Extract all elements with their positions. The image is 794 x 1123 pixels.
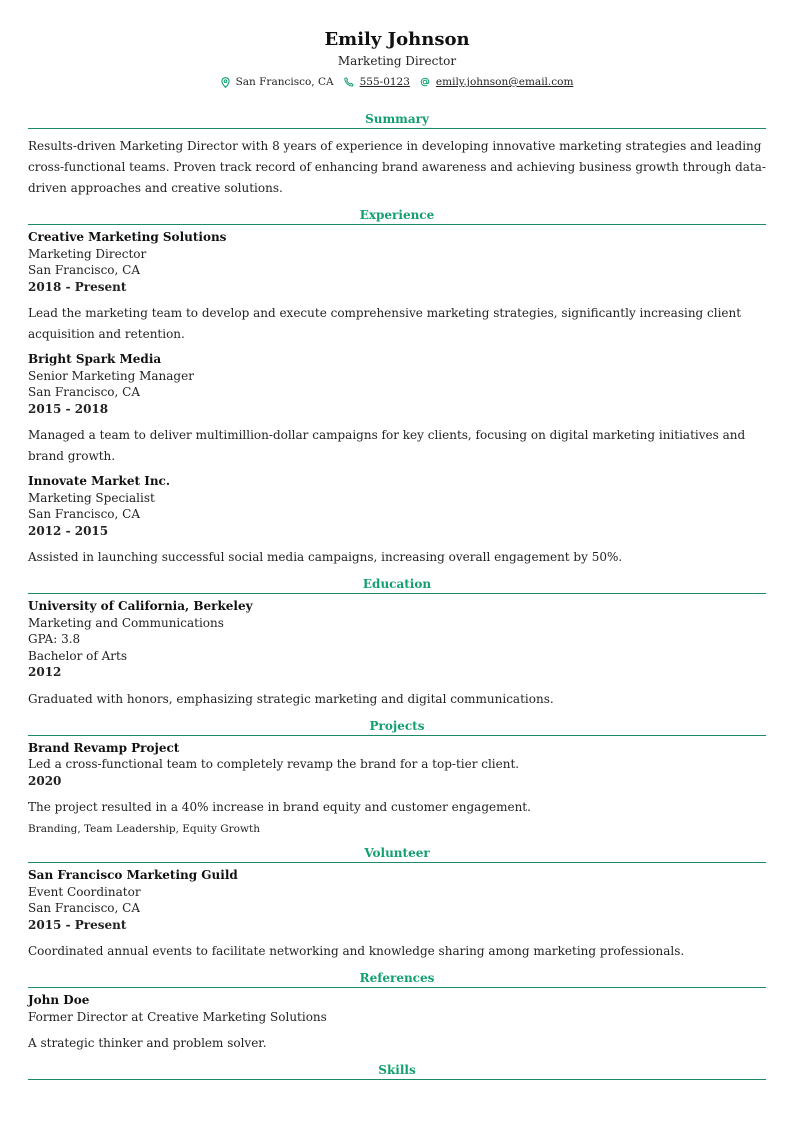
volunteer-role: Event Coordinator — [28, 884, 141, 899]
projects-heading: Projects — [28, 718, 766, 736]
skills-section — [28, 1062, 766, 1080]
company-name: Creative Marketing Solutions — [28, 230, 227, 244]
location-text: San Francisco, CA — [235, 76, 334, 88]
experience-entry — [28, 351, 766, 467]
institution-name: University of California, Berkeley — [28, 599, 253, 613]
job-description: Assisted in launching successful social media campaigns, increasing overall engagement by 50%. — [28, 550, 623, 564]
contact-email[interactable] — [420, 75, 573, 89]
project-year: 2020 — [28, 773, 62, 788]
experience-section — [28, 207, 766, 568]
references-section — [28, 970, 766, 1054]
reference-name: John Doe — [28, 993, 90, 1007]
job-role: Marketing Specialist — [28, 490, 155, 505]
experience-entry — [28, 229, 766, 345]
experience-entry — [28, 473, 766, 568]
job-location: San Francisco, CA — [28, 385, 141, 399]
job-dates: 2018 - Present — [28, 279, 127, 294]
resume-header — [28, 0, 766, 89]
job-location: San Francisco, CA — [28, 263, 141, 277]
graduation-year: 2012 — [28, 665, 62, 679]
education-description: Graduated with honors, emphasizing strategic marketing and digital communications. — [28, 691, 554, 706]
volunteer-entry — [28, 867, 766, 962]
contact-row — [28, 75, 766, 89]
education-section — [28, 576, 766, 710]
at-sign-icon — [420, 77, 430, 87]
candidate-title: Marketing Director — [337, 54, 457, 68]
education-entry — [28, 598, 766, 710]
job-role: Senior Marketing Manager — [28, 368, 194, 383]
phone-icon — [344, 77, 354, 87]
summary-section — [28, 111, 766, 199]
volunteer-location: San Francisco, CA — [28, 901, 141, 915]
summary-heading: Summary — [28, 111, 766, 129]
organization-name: San Francisco Marketing Guild — [28, 868, 238, 882]
project-keywords: Branding, Team Leadership, Equity Growth — [28, 823, 260, 835]
contact-phone[interactable] — [344, 75, 410, 89]
gpa: GPA: 3.8 — [28, 632, 81, 646]
job-location: San Francisco, CA — [28, 507, 141, 521]
company-name: Innovate Market Inc. — [28, 474, 171, 488]
projects-section — [28, 718, 766, 838]
job-description: Lead the marketing team to develop and execute comprehensive marketing strategies, significantly increasing client acquisition and retention. — [28, 306, 742, 341]
volunteer-heading: Volunteer — [28, 845, 766, 863]
job-role: Marketing Director — [28, 246, 147, 261]
reference-quote: A strategic thinker and problem solver. — [28, 1036, 267, 1050]
experience-heading: Experience — [28, 207, 766, 225]
project-summary: Led a cross-functional team to completely revamp the brand for a top-tier client. — [28, 757, 520, 771]
summary-text: Results-driven Marketing Director with 8 years of experience in developing innovative marketing strategies and leading cross-functional teams. Proven track record of enhancing brand awareness and achieving business growth through data-driven approaches and creative solutions. — [28, 139, 766, 195]
job-description: Managed a team to deliver multimillion-dollar campaigns for key clients, focusing on digital marketing initiatives and brand growth. — [28, 428, 746, 463]
job-dates: 2012 - 2015 — [28, 523, 109, 538]
volunteer-dates: 2015 - Present — [28, 917, 127, 932]
contact-location — [221, 75, 334, 89]
study-field: Marketing and Communications — [28, 615, 224, 630]
project-name: Brand Revamp Project — [28, 740, 180, 755]
candidate-name: Emily Johnson — [324, 29, 470, 50]
education-heading: Education — [28, 576, 766, 594]
skills-heading: Skills — [28, 1062, 766, 1080]
company-name: Bright Spark Media — [28, 352, 162, 366]
volunteer-description: Coordinated annual events to facilitate networking and knowledge sharing among marketing professionals. — [28, 944, 685, 958]
phone-link[interactable]: 555-0123 — [359, 76, 410, 88]
job-dates: 2015 - 2018 — [28, 401, 109, 416]
project-description: The project resulted in a 40% increase in brand equity and customer engagement. — [28, 800, 531, 814]
degree: Bachelor of Arts — [28, 648, 127, 663]
project-entry — [28, 740, 766, 838]
reference-position: Former Director at Creative Marketing Solutions — [28, 1009, 327, 1024]
references-heading: References — [28, 970, 766, 988]
reference-entry — [28, 992, 766, 1054]
volunteer-section — [28, 845, 766, 962]
email-link[interactable]: emily.johnson@email.com — [435, 76, 574, 88]
map-pin-icon — [221, 77, 230, 88]
